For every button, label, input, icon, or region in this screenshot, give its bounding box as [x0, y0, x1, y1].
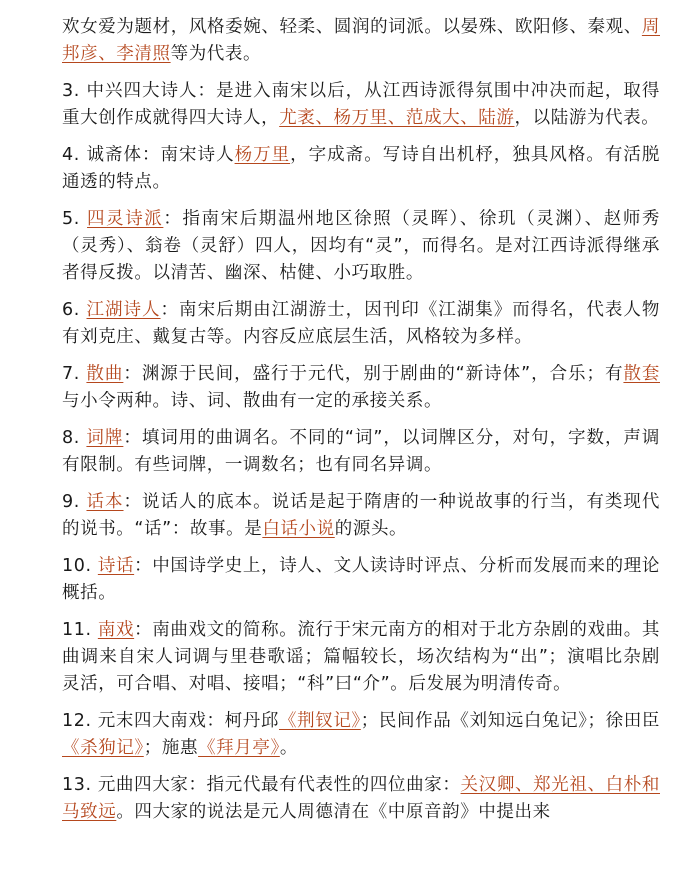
paragraph: [62, 425, 660, 479]
text-segment: 6.: [62, 300, 87, 320]
text-segment: 11.: [62, 620, 98, 640]
highlighted-term: 话本: [86, 492, 124, 512]
text-segment: 与小令两种。诗、词、散曲有一定的承接关系。: [62, 391, 443, 411]
highlighted-term: 词牌: [86, 428, 124, 448]
paragraph: [62, 206, 660, 287]
text-segment: 3. 中兴四大诗人：是进入南宋以后，从江西诗派得氛围中冲决而起，取得重大创作成就得四大诗人，: [62, 81, 660, 128]
paragraph: [62, 78, 660, 132]
text-segment: 10.: [62, 556, 98, 576]
paragraph: [62, 708, 660, 762]
highlighted-term: 四灵诗派: [87, 209, 164, 229]
text-segment: 5.: [62, 209, 88, 229]
highlighted-term: 《拜月亭》: [198, 738, 280, 758]
text-segment: ：南宋后期由江湖游士，因刊印《江湖集》而得名，代表人物有刘克庄、戴复古等。内容反应底层生活，风格较为多样。: [62, 300, 661, 347]
text-segment: 4. 诚斋体：南宋诗人: [62, 145, 235, 165]
paragraph: [62, 617, 660, 698]
paragraph: [62, 553, 660, 607]
paragraph: [62, 297, 660, 351]
paragraph: [62, 361, 660, 415]
text-segment: 8.: [62, 428, 87, 448]
text-segment: ：中国诗学史上，诗人、文人读诗时评点、分析而发展而来的理论概括。: [62, 556, 661, 603]
text-segment: ，字成斋。写诗自出机杼，独具风格。有活脱通透的特点。: [62, 145, 661, 192]
text-segment: ：渊源于民间，盛行于元代，别于剧曲的“新诗体”，合乐；有: [123, 364, 624, 384]
highlighted-term: 散套: [623, 364, 660, 384]
paragraph: [62, 142, 660, 196]
paragraph: [62, 772, 660, 826]
paragraph: [62, 14, 660, 68]
text-segment: ，以陆游为代表。: [514, 108, 660, 128]
text-segment: ；民间作品《刘知远白兔记》；徐田臣: [360, 711, 660, 731]
highlighted-term: 《杀狗记》: [62, 738, 144, 758]
paragraph: [62, 489, 660, 543]
highlighted-term: 关汉卿、郑光祖、白朴和马致远: [62, 775, 660, 822]
highlighted-term: 尤袤、杨万里、范成大、陆游: [279, 108, 515, 128]
text-segment: 。: [279, 738, 298, 758]
highlighted-term: 白话小说: [262, 519, 335, 539]
text-segment: 9.: [62, 492, 87, 512]
highlighted-term: 周邦彦、李清照: [62, 17, 660, 64]
text-segment: ：填词用的曲调名。不同的“词”，以词牌区分，对句，字数，声调有限制。有些词牌，一调数名；也有同名异调。: [62, 428, 660, 475]
text-segment: 的源头。: [334, 519, 408, 539]
text-segment: ；施惠: [143, 738, 199, 758]
highlighted-term: 诗话: [97, 556, 135, 576]
text-segment: 13. 元曲四大家：指元代最有代表性的四位曲家：: [62, 775, 461, 795]
text-segment: 12. 元末四大南戏：柯丹邱: [62, 711, 279, 731]
text-segment: 。四大家的说法是元人周德清在《中原音韵》中提出来: [116, 802, 551, 822]
highlighted-term: 杨万里: [234, 145, 291, 165]
highlighted-term: 散曲: [86, 364, 124, 384]
highlighted-term: 江湖诗人: [86, 300, 161, 320]
text-segment: ：南曲戏文的简称。流行于宋元南方的相对于北方杂剧的戏曲。其曲调来自宋人词调与里巷歌谣；篇幅较长，场次结构为“出”；演唱比杂剧灵活，可合唱、对唱、接唱；“科”曰“介”。后发展为明清传奇。: [62, 620, 661, 694]
highlighted-term: 《荆钗记》: [278, 711, 361, 731]
text-segment: ：指南宋后期温州地区徐照（灵晖）、徐玑（灵渊）、赵师秀（灵秀）、翁卷（灵舒）四人，因均有“灵”，而得名。是对江西诗派得继承者得反拨。以清苦、幽深、枯健、小巧取胜。: [62, 209, 661, 283]
text-segment: 等为代表。: [170, 44, 262, 64]
document-body: [62, 14, 660, 826]
highlighted-term: 南戏: [97, 620, 135, 640]
text-segment: ：说话人的底本。说话是起于隋唐的一种说故事的行当，有类现代的说书。“话”：故事。是: [62, 492, 660, 539]
text-segment: 7.: [62, 364, 87, 384]
text-segment: 欢女爱为题材，风格委婉、轻柔、圆润的词派。以晏殊、欧阳修、秦观、: [62, 17, 642, 37]
